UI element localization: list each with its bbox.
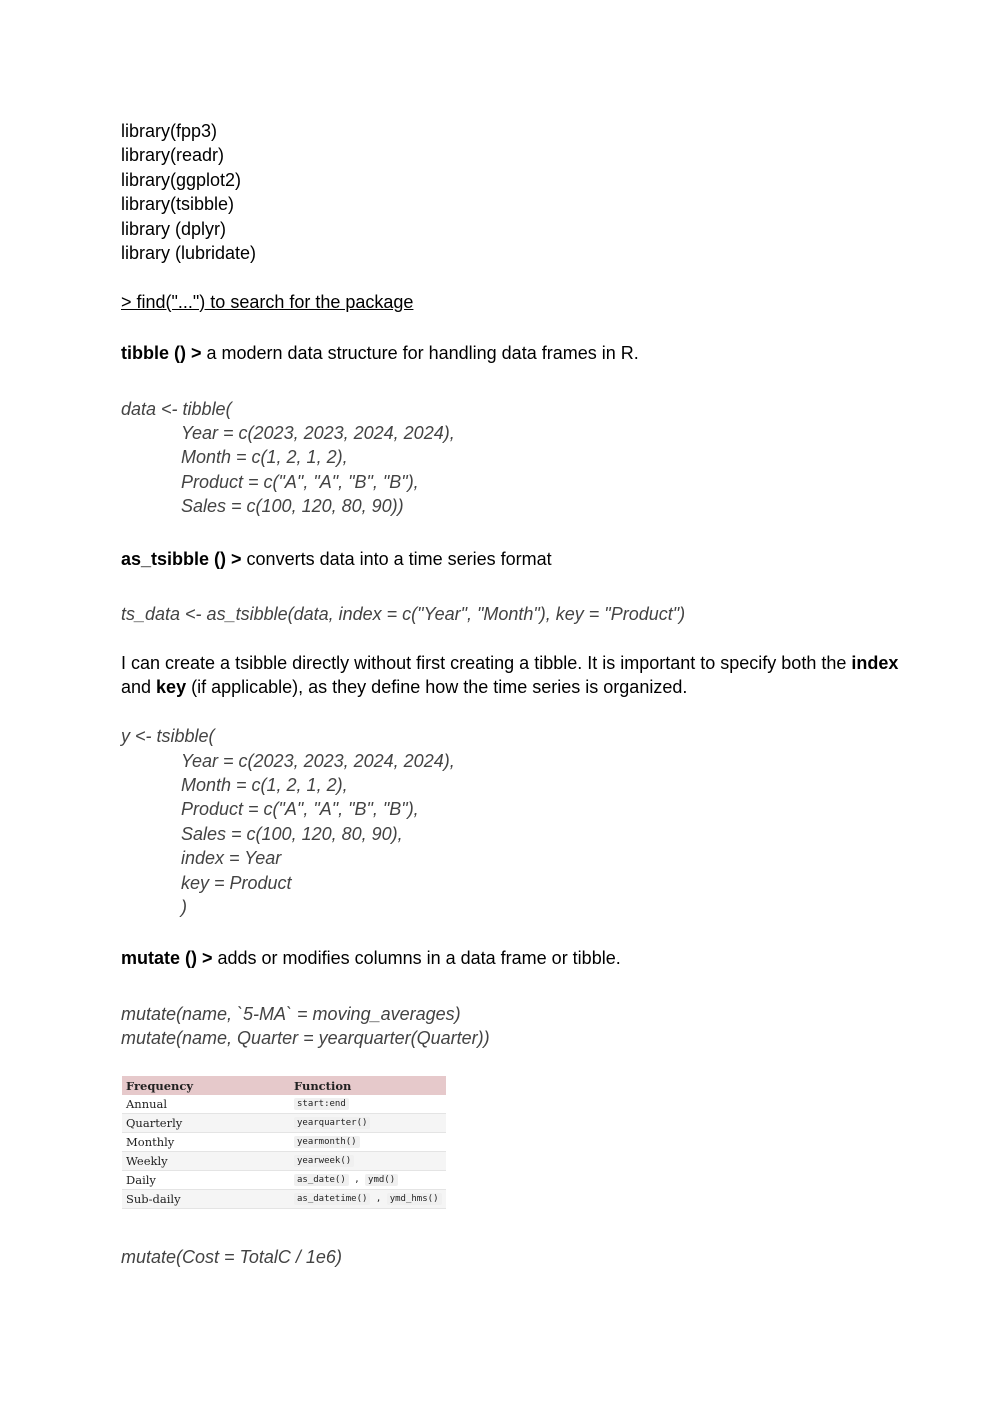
library-line: library (dplyr) — [121, 218, 227, 239]
library-line: library(ggplot2) — [121, 169, 242, 190]
table-header-row — [122, 1076, 446, 1095]
tibble-code-line: Year = c(2023, 2023, 2024, 2024), — [181, 423, 455, 444]
mutate-code-line: mutate(name, Quarter = yearquarter(Quarter)) — [121, 1028, 490, 1049]
frequency-cell: Annual — [122, 1095, 290, 1114]
frequency-cell: Monthly — [122, 1133, 290, 1152]
mutate-term: mutate () > — [121, 948, 213, 969]
document-body — [121, 119, 901, 1051]
tsibble-code-line: index = Year — [181, 848, 282, 869]
library-line: library (lubridate) — [121, 243, 257, 264]
function-cell — [290, 1095, 446, 1114]
function-code: ymd_hms() — [387, 1193, 442, 1205]
function-code: yearmonth() — [294, 1136, 360, 1148]
as-tsibble-term: as_tsibble () > — [121, 548, 242, 569]
tsibble-code-line: Sales = c(100, 120, 80, 90), — [181, 823, 403, 844]
function-code: ymd() — [365, 1174, 398, 1186]
function-cell — [290, 1133, 446, 1152]
find-note: > find("...") to search for the package — [121, 291, 414, 312]
function-code: as_date() — [294, 1174, 349, 1186]
library-line: library(readr) — [121, 145, 225, 166]
tibble-code-line: Sales = c(100, 120, 80, 90)) — [181, 496, 404, 517]
tibble-code-line: Product = c("A", "A", "B", "B"), — [181, 471, 419, 492]
function-cell — [290, 1152, 446, 1171]
frequency-cell: Quarterly — [122, 1114, 290, 1133]
tsibble-code-line: Product = c("A", "A", "B", "B"), — [181, 799, 419, 820]
function-code: yearquarter() — [294, 1117, 370, 1129]
function-code: yearweek() — [294, 1155, 354, 1167]
table-row — [122, 1095, 446, 1114]
tsibble-code-line: Month = c(1, 2, 1, 2), — [181, 774, 348, 795]
function-cell: as_datetime() , ymd_hms() — [290, 1190, 446, 1209]
tsibble-code-line: key = Product — [181, 872, 292, 893]
tsibble-code-line: Year = c(2023, 2023, 2024, 2024), — [181, 750, 455, 771]
as-tsibble-definition — [121, 547, 901, 571]
tibble-term: tibble () > — [121, 343, 202, 364]
library-line: library(tsibble) — [121, 194, 235, 215]
table-row — [122, 1190, 446, 1209]
function-cell: as_date() , ymd() — [290, 1171, 446, 1190]
tsibble-code-line: ) — [181, 896, 187, 917]
tibble-definition — [121, 341, 901, 365]
table-row — [122, 1152, 446, 1171]
frequency-cell: Sub-daily — [122, 1190, 290, 1209]
mutate-desc: adds or modifies columns in a data frame or tibble. — [212, 948, 621, 969]
frequency-cell: Daily — [122, 1171, 290, 1190]
table-row — [122, 1114, 446, 1133]
tibble-code-line: Month = c(1, 2, 1, 2), — [181, 447, 348, 468]
library-line: library(fpp3) — [121, 121, 218, 141]
tibble-code-line: data <- tibble( — [121, 398, 232, 419]
table-row — [122, 1171, 446, 1190]
tibble-desc: a modern data structure for handling data frames in R. — [201, 343, 639, 364]
mutate-code-line: mutate(name, `5-MA` = moving_averages) — [121, 1003, 461, 1024]
tsibble-code-line: y <- tsibble( — [121, 726, 215, 747]
as-tsibble-desc: converts data into a time series format — [241, 548, 552, 569]
as-tsibble-code: ts_data <- as_tsibble(data, index = c("Year", "Month"), key = "Product") — [121, 604, 686, 625]
tsibble-note: I can create a tsibble directly without first creating a tibble. It is important to specify both the index and key (if applicable), as they define how the time series is organized. — [121, 652, 899, 698]
frequency-table — [122, 1076, 446, 1209]
mutate-cost-code: mutate(Cost = TotalC / 1e6) — [121, 1247, 342, 1267]
table-header-frequency: Frequency — [122, 1076, 290, 1095]
function-cell — [290, 1114, 446, 1133]
mutate-definition — [121, 946, 901, 970]
function-code: start:end — [294, 1098, 349, 1110]
function-code: as_datetime() — [294, 1193, 370, 1205]
table-row — [122, 1133, 446, 1152]
table-header-function: Function — [290, 1076, 446, 1095]
frequency-cell: Weekly — [122, 1152, 290, 1171]
